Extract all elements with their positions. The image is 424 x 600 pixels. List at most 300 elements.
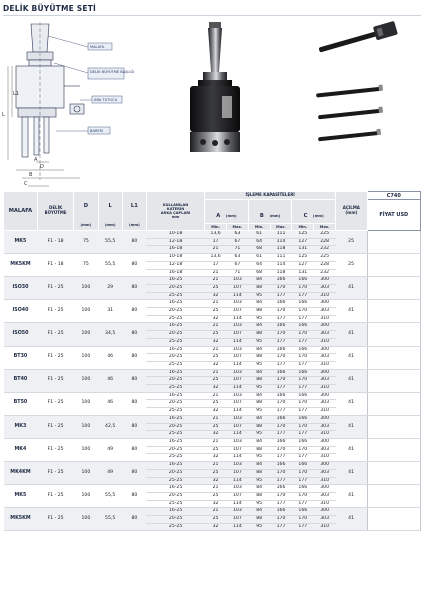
price-cell <box>367 231 420 254</box>
header-kullanilan-katerin: KULLANILAN KATERİN ARKA ÇAPLARI mm <box>146 192 204 231</box>
katerin-cell: 12-18 <box>146 261 204 269</box>
amin-cell: 21 <box>205 277 227 285</box>
acilma-cell: 41 <box>336 462 368 485</box>
katerin-cell: 25-25 <box>146 477 204 485</box>
l1-cell: 80 <box>122 508 146 531</box>
header-l: L (mm) <box>98 192 122 231</box>
d-cell: 100 <box>74 277 98 300</box>
bmax-cell: 170 <box>270 469 292 477</box>
katerin-cell: 16-25 <box>146 300 204 308</box>
amax-cell: 103 <box>226 438 248 446</box>
amin-cell: 32 <box>205 338 227 346</box>
cmax-cell: 310 <box>314 361 336 369</box>
cmax-cell: 303 <box>314 308 336 316</box>
callout-delik-buyutme: DELİK BÜYÜTME BAŞLIĞI <box>90 70 135 74</box>
dim-label-c: C <box>24 181 28 187</box>
cmax-cell: 310 <box>314 454 336 462</box>
header-d: D (mm) <box>74 192 98 231</box>
amax-cell: 107 <box>226 469 248 477</box>
bmin-cell: 64 <box>248 238 270 246</box>
katerin-cell: 16-18 <box>146 246 204 254</box>
cmax-cell: 232 <box>314 269 336 277</box>
bmin-cell: 88 <box>248 284 270 292</box>
amin-cell: 25 <box>205 400 227 408</box>
katerin-cell: 20-25 <box>146 423 204 431</box>
amax-cell: 63 <box>226 231 248 239</box>
katerin-cell: 20-25 <box>146 331 204 339</box>
amax-cell: 114 <box>226 361 248 369</box>
header-malafa: MALAFA <box>4 192 38 231</box>
amax-cell: 107 <box>226 446 248 454</box>
cmin-cell: 166 <box>292 438 314 446</box>
header-acilma: AÇILMA (mm) <box>336 192 368 231</box>
katerin-cell: 20-25 <box>146 446 204 454</box>
delik-cell: F1 - 25 <box>37 462 73 485</box>
cmin-cell: 127 <box>292 261 314 269</box>
cmax-cell: 310 <box>314 431 336 439</box>
cmax-cell: 300 <box>314 508 336 516</box>
amax-cell: 63 <box>226 254 248 262</box>
amax-cell: 103 <box>226 415 248 423</box>
amin-cell: 21 <box>205 438 227 446</box>
bmax-cell: 170 <box>270 308 292 316</box>
amax-cell: 114 <box>226 454 248 462</box>
bmin-cell: 84 <box>248 462 270 470</box>
amin-cell: 21 <box>205 392 227 400</box>
cmax-cell: 303 <box>314 516 336 524</box>
bmin-cell: 88 <box>248 400 270 408</box>
l-cell: 55,5 <box>98 231 122 254</box>
amin-cell: 17 <box>205 238 227 246</box>
d-cell: 100 <box>74 438 98 461</box>
bmax-cell: 177 <box>270 454 292 462</box>
bmin-cell: 88 <box>248 331 270 339</box>
amax-cell: 114 <box>226 477 248 485</box>
delik-cell: F1 - 25 <box>37 300 73 323</box>
cmin-cell: 166 <box>292 462 314 470</box>
amin-cell: 21 <box>205 300 227 308</box>
katerin-cell: 25-25 <box>146 385 204 393</box>
dim-label-l1: L1 <box>13 91 19 97</box>
bmin-cell: 68 <box>248 269 270 277</box>
spec-table <box>3 191 421 531</box>
katerin-cell: 16-25 <box>146 346 204 354</box>
katerin-cell: 16-25 <box>146 323 204 331</box>
katerin-cell: 20-25 <box>146 400 204 408</box>
bmax-cell: 170 <box>270 354 292 362</box>
d-cell: 100 <box>74 369 98 392</box>
l-cell: 46 <box>98 346 122 369</box>
cmin-cell: 166 <box>292 300 314 308</box>
cmin-cell: 127 <box>292 238 314 246</box>
bmin-cell: 84 <box>248 415 270 423</box>
table-row <box>4 369 421 377</box>
bmax-cell: 177 <box>270 477 292 485</box>
bmin-cell: 95 <box>248 431 270 439</box>
cmax-cell: 228 <box>314 238 336 246</box>
table-row <box>4 415 421 423</box>
l1-cell: 80 <box>122 346 146 369</box>
delik-cell: F1 - 25 <box>37 369 73 392</box>
l1-cell: 80 <box>122 415 146 438</box>
amin-cell: 25 <box>205 492 227 500</box>
katerin-cell: 25-25 <box>146 523 204 531</box>
header-code: C740 <box>367 192 420 200</box>
model-cell: MK5KM <box>4 254 38 277</box>
amin-cell: 32 <box>205 315 227 323</box>
katerin-cell: 20-25 <box>146 492 204 500</box>
bmin-cell: 84 <box>248 485 270 493</box>
bmax-cell: 177 <box>270 431 292 439</box>
delik-cell: F1 - 25 <box>37 277 73 300</box>
amax-cell: 71 <box>226 269 248 277</box>
model-cell: MK4KM <box>4 462 38 485</box>
cmax-cell: 228 <box>314 261 336 269</box>
cmin-cell: 166 <box>292 508 314 516</box>
header-c-max: Max. <box>314 224 336 231</box>
amin-cell: 25 <box>205 377 227 385</box>
l1-cell: 80 <box>122 462 146 485</box>
amax-cell: 107 <box>226 400 248 408</box>
cmin-cell: 166 <box>292 485 314 493</box>
bmin-cell: 84 <box>248 392 270 400</box>
amax-cell: 103 <box>226 323 248 331</box>
amax-cell: 114 <box>226 500 248 508</box>
katerin-cell: 10-18 <box>146 231 204 239</box>
amin-cell: 13,6 <box>205 254 227 262</box>
model-cell: ISO50 <box>4 323 38 346</box>
katerin-cell: 16-18 <box>146 269 204 277</box>
cmin-cell: 177 <box>292 338 314 346</box>
bmax-cell: 170 <box>270 331 292 339</box>
d-cell: 75 <box>74 231 98 254</box>
l-cell: 55,5 <box>98 485 122 508</box>
bmin-cell: 84 <box>248 508 270 516</box>
acilma-cell: 41 <box>336 277 368 300</box>
katerin-cell: 20-25 <box>146 469 204 477</box>
amax-cell: 107 <box>226 331 248 339</box>
bmax-cell: 170 <box>270 423 292 431</box>
model-cell: MK4 <box>4 438 38 461</box>
header-b-min: Min. <box>248 224 270 231</box>
price-cell <box>367 392 420 415</box>
bmax-cell: 170 <box>270 446 292 454</box>
delik-cell: F1 - 25 <box>37 508 73 531</box>
cmin-cell: 170 <box>292 492 314 500</box>
table-row <box>4 485 421 493</box>
model-cell: ISO30 <box>4 277 38 300</box>
price-cell <box>367 323 420 346</box>
amin-cell: 32 <box>205 361 227 369</box>
bmin-cell: 95 <box>248 338 270 346</box>
bmax-cell: 118 <box>270 246 292 254</box>
cmax-cell: 310 <box>314 315 336 323</box>
bmax-cell: 177 <box>270 523 292 531</box>
amin-cell: 21 <box>205 346 227 354</box>
d-cell: 100 <box>74 346 98 369</box>
price-cell <box>367 438 420 461</box>
bmax-cell: 166 <box>270 462 292 470</box>
katerin-cell: 16-25 <box>146 462 204 470</box>
cmin-cell: 170 <box>292 284 314 292</box>
bmax-cell: 170 <box>270 516 292 524</box>
delik-cell: F1 - 25 <box>37 438 73 461</box>
header-delik-buyutme: DELİK BÜYÜTME <box>37 192 73 231</box>
header-a: A (mm) <box>205 200 249 224</box>
cmin-cell: 170 <box>292 354 314 362</box>
price-cell <box>367 277 420 300</box>
bmax-cell: 166 <box>270 392 292 400</box>
amax-cell: 103 <box>226 277 248 285</box>
amax-cell: 107 <box>226 492 248 500</box>
katerin-cell: 16-25 <box>146 369 204 377</box>
bmax-cell: 166 <box>270 300 292 308</box>
katerin-cell: 16-25 <box>146 485 204 493</box>
cmax-cell: 303 <box>314 354 336 362</box>
katerin-cell: 25-25 <box>146 292 204 300</box>
callout-ara-tutucu: ARA TUTUCU <box>94 98 118 102</box>
amin-cell: 21 <box>205 508 227 516</box>
amax-cell: 103 <box>226 392 248 400</box>
title-divider <box>3 15 421 16</box>
cmin-cell: 166 <box>292 392 314 400</box>
bmax-cell: 177 <box>270 408 292 416</box>
amax-cell: 114 <box>226 338 248 346</box>
table-row <box>4 231 421 239</box>
cmin-cell: 170 <box>292 331 314 339</box>
cmin-cell: 177 <box>292 523 314 531</box>
d-cell: 100 <box>74 485 98 508</box>
table-row <box>4 508 421 516</box>
katerin-cell: 10-18 <box>146 254 204 262</box>
cmax-cell: 310 <box>314 338 336 346</box>
spec-table-container <box>3 191 421 531</box>
amin-cell: 21 <box>205 369 227 377</box>
cmin-cell: 177 <box>292 315 314 323</box>
delik-cell: F1 - 25 <box>37 392 73 415</box>
model-cell: BT50 <box>4 392 38 415</box>
bmin-cell: 88 <box>248 423 270 431</box>
bmin-cell: 95 <box>248 385 270 393</box>
amin-cell: 21 <box>205 246 227 254</box>
cmax-cell: 300 <box>314 300 336 308</box>
technical-drawing <box>0 20 424 190</box>
model-cell: ISO40 <box>4 300 38 323</box>
header-c-min: Min. <box>292 224 314 231</box>
bmin-cell: 88 <box>248 308 270 316</box>
l-cell: 46 <box>98 369 122 392</box>
katerin-cell: 12-18 <box>146 238 204 246</box>
amin-cell: 32 <box>205 292 227 300</box>
acilma-cell: 41 <box>336 438 368 461</box>
bmax-cell: 166 <box>270 485 292 493</box>
amin-cell: 21 <box>205 269 227 277</box>
l1-cell: 80 <box>122 369 146 392</box>
cmax-cell: 300 <box>314 462 336 470</box>
acilma-cell: 41 <box>336 392 368 415</box>
katerin-cell: 16-25 <box>146 392 204 400</box>
price-cell <box>367 508 420 531</box>
header-a-min: Min. <box>205 224 227 231</box>
cmin-cell: 131 <box>292 246 314 254</box>
bmax-cell: 170 <box>270 284 292 292</box>
l1-cell: 80 <box>122 485 146 508</box>
bmin-cell: 95 <box>248 361 270 369</box>
cmax-cell: 232 <box>314 246 336 254</box>
amin-cell: 21 <box>205 323 227 331</box>
d-cell: 100 <box>74 415 98 438</box>
bmax-cell: 166 <box>270 277 292 285</box>
cmax-cell: 300 <box>314 323 336 331</box>
price-cell <box>367 346 420 369</box>
cmin-cell: 177 <box>292 361 314 369</box>
amin-cell: 25 <box>205 284 227 292</box>
cmax-cell: 300 <box>314 392 336 400</box>
table-row <box>4 346 421 354</box>
cmax-cell: 310 <box>314 477 336 485</box>
bmax-cell: 166 <box>270 323 292 331</box>
amin-cell: 25 <box>205 423 227 431</box>
cmax-cell: 303 <box>314 469 336 477</box>
bmax-cell: 170 <box>270 492 292 500</box>
header-b-max: Max. <box>270 224 292 231</box>
l1-cell: 80 <box>122 300 146 323</box>
amax-cell: 103 <box>226 485 248 493</box>
bmax-cell: 118 <box>270 269 292 277</box>
amax-cell: 103 <box>226 369 248 377</box>
bmin-cell: 95 <box>248 500 270 508</box>
bmax-cell: 166 <box>270 415 292 423</box>
cmin-cell: 166 <box>292 323 314 331</box>
bmax-cell: 114 <box>270 261 292 269</box>
katerin-cell: 16-25 <box>146 438 204 446</box>
amax-cell: 103 <box>226 508 248 516</box>
bmin-cell: 95 <box>248 477 270 485</box>
cmin-cell: 166 <box>292 277 314 285</box>
bmax-cell: 166 <box>270 508 292 516</box>
bmax-cell: 177 <box>270 500 292 508</box>
katerin-cell: 20-25 <box>146 354 204 362</box>
cmax-cell: 303 <box>314 377 336 385</box>
table-row <box>4 254 421 262</box>
katerin-cell: 20-25 <box>146 284 204 292</box>
price-cell <box>367 485 420 508</box>
amax-cell: 107 <box>226 354 248 362</box>
delik-cell: F1 - 25 <box>37 323 73 346</box>
amax-cell: 114 <box>226 408 248 416</box>
page-title: DELİK BÜYÜTME SETİ <box>3 4 97 13</box>
l-cell: 46 <box>98 392 122 415</box>
amax-cell: 107 <box>226 423 248 431</box>
model-cell: MK5 <box>4 485 38 508</box>
cmin-cell: 166 <box>292 369 314 377</box>
amin-cell: 32 <box>205 408 227 416</box>
acilma-cell: 41 <box>336 346 368 369</box>
table-row <box>4 462 421 470</box>
amin-cell: 13,6 <box>205 231 227 239</box>
amin-cell: 25 <box>205 308 227 316</box>
amax-cell: 103 <box>226 462 248 470</box>
bmin-cell: 84 <box>248 346 270 354</box>
l-cell: 49 <box>98 462 122 485</box>
cmax-cell: 310 <box>314 385 336 393</box>
bmax-cell: 177 <box>270 315 292 323</box>
cmax-cell: 310 <box>314 408 336 416</box>
price-cell <box>367 254 420 277</box>
bmax-cell: 177 <box>270 338 292 346</box>
cmin-cell: 177 <box>292 500 314 508</box>
amin-cell: 32 <box>205 385 227 393</box>
acilma-cell: 41 <box>336 415 368 438</box>
amax-cell: 107 <box>226 284 248 292</box>
bmin-cell: 88 <box>248 354 270 362</box>
cmin-cell: 170 <box>292 516 314 524</box>
bmin-cell: 88 <box>248 492 270 500</box>
callout-malafa: MALAFA <box>90 45 105 49</box>
katerin-cell: 25-25 <box>146 361 204 369</box>
l1-cell: 80 <box>122 231 146 254</box>
bmin-cell: 95 <box>248 408 270 416</box>
amin-cell: 25 <box>205 469 227 477</box>
d-cell: 75 <box>74 254 98 277</box>
amax-cell: 67 <box>226 261 248 269</box>
katerin-cell: 16-25 <box>146 277 204 285</box>
bmax-cell: 166 <box>270 346 292 354</box>
bmax-cell: 111 <box>270 254 292 262</box>
dim-label-a: A <box>34 157 38 163</box>
bmin-cell: 95 <box>248 292 270 300</box>
cmax-cell: 300 <box>314 438 336 446</box>
model-cell: MK5 <box>4 231 38 254</box>
dim-label-d: D <box>40 164 44 170</box>
header-c: C (mm) <box>292 200 336 224</box>
bmax-cell: 166 <box>270 438 292 446</box>
amin-cell: 21 <box>205 415 227 423</box>
l1-cell: 80 <box>122 392 146 415</box>
d-cell: 100 <box>74 462 98 485</box>
bmin-cell: 95 <box>248 523 270 531</box>
katerin-cell: 20-25 <box>146 516 204 524</box>
price-cell <box>367 369 420 392</box>
bmin-cell: 95 <box>248 454 270 462</box>
amax-cell: 107 <box>226 516 248 524</box>
amin-cell: 21 <box>205 485 227 493</box>
katerin-cell: 25-25 <box>146 454 204 462</box>
d-cell: 100 <box>74 508 98 531</box>
bmax-cell: 177 <box>270 385 292 393</box>
table-header <box>4 192 421 231</box>
cmax-cell: 300 <box>314 415 336 423</box>
delik-cell: F1 - 25 <box>37 415 73 438</box>
katerin-cell: 25-25 <box>146 431 204 439</box>
l1-cell: 80 <box>122 277 146 300</box>
dim-label-b: B <box>29 172 33 178</box>
l1-cell: 80 <box>122 323 146 346</box>
cmin-cell: 177 <box>292 408 314 416</box>
acilma-cell: 41 <box>336 323 368 346</box>
l-cell: 34,5 <box>98 323 122 346</box>
table-row <box>4 300 421 308</box>
bmin-cell: 95 <box>248 315 270 323</box>
cmax-cell: 303 <box>314 284 336 292</box>
cmax-cell: 310 <box>314 292 336 300</box>
cmin-cell: 170 <box>292 400 314 408</box>
header-isleme-kapasiteleri: İŞLEME KAPASİTELERİ <box>205 192 336 200</box>
cmin-cell: 177 <box>292 385 314 393</box>
bmin-cell: 88 <box>248 469 270 477</box>
katerin-cell: 20-25 <box>146 308 204 316</box>
amax-cell: 67 <box>226 238 248 246</box>
